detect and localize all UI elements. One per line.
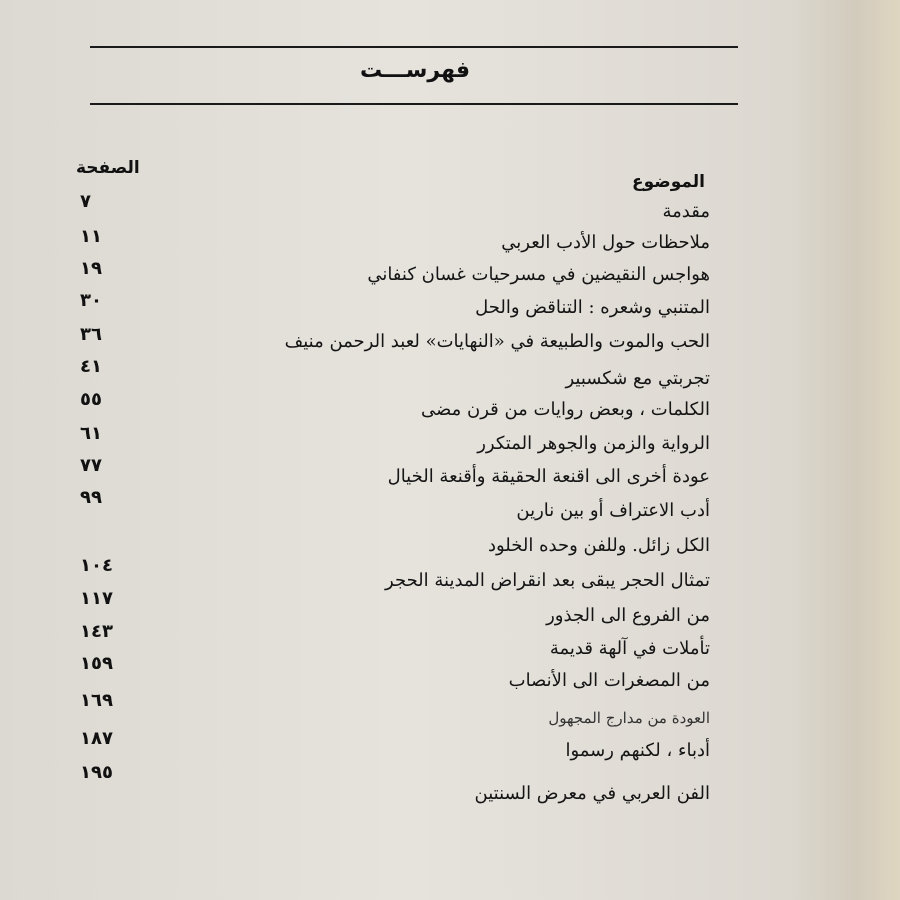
toc-entry: عودة أخرى الى اقنعة الحقيقة وأقنعة الخيال [387,466,710,487]
toc-entry: هواجس النقيضين في مسرحيات غسان كنفاني [367,264,710,285]
page-number: ٦١ [80,423,102,444]
page-number: ١٤٣ [80,621,113,642]
toc-entry: تجربتي مع شكسبير [565,368,710,389]
toc-entry: الحب والموت والطبيعة في «النهايات» لعبد الرحمن منيف [284,331,710,352]
page-number: ١٥٩ [80,653,113,674]
page-number: ٧٧ [80,455,102,476]
toc-entry: المتنبي وشعره : التناقض والحل [475,297,710,318]
bottom-rule [90,103,738,105]
toc-entry: ملاحظات حول الأدب العربي [501,232,710,253]
toc-entry: الكل زائل. وللفن وحده الخلود [487,535,710,556]
toc-entry: من المصغرات الى الأنصاب [508,670,710,691]
page-column-header: الصفحة [76,158,140,178]
toc-entry: الكلمات ، وبعض روايات من قرن مضى [421,399,710,420]
page-number: ٣٠ [80,290,102,311]
toc-entry: الرواية والزمن والجوهر المتكرر [477,433,710,454]
page-number: ١٨٧ [80,728,113,749]
page-number: ٩٩ [80,487,102,508]
page-number: ٣٦ [80,324,102,345]
toc-entry: أدباء ، لكنهم رسموا [565,740,710,761]
page-title: فهرســـت [359,58,471,83]
page-number: ٤١ [80,356,102,377]
toc-entry: العودة من مدارج المجهول [548,709,710,727]
toc-entry: من الفروع الى الجذور [546,605,710,626]
toc-entry: تأملات في آلهة قديمة [549,638,710,659]
page-number: ٥٥ [80,389,102,410]
topic-column-header: الموضوع [632,172,705,192]
page-number: ١٩ [80,258,102,279]
toc-entry: تمثال الحجر يبقى بعد انقراض المدينة الحجر [385,570,710,591]
page-number: ٧ [80,191,91,212]
page-number: ١٦٩ [80,690,113,711]
page-number: ١١ [80,226,102,247]
page-number: ١٠٤ [80,555,113,576]
top-rule [90,46,738,48]
toc-entry: أدب الاعتراف أو بين نارين [516,500,710,521]
toc-entry: الفن العربي في معرض السنتين [474,783,710,804]
page-number: ١٩٥ [80,762,113,783]
page-number: ١١٧ [80,588,113,609]
toc-entry: مقدمة [662,201,710,222]
page-edge-shadow [790,0,900,900]
